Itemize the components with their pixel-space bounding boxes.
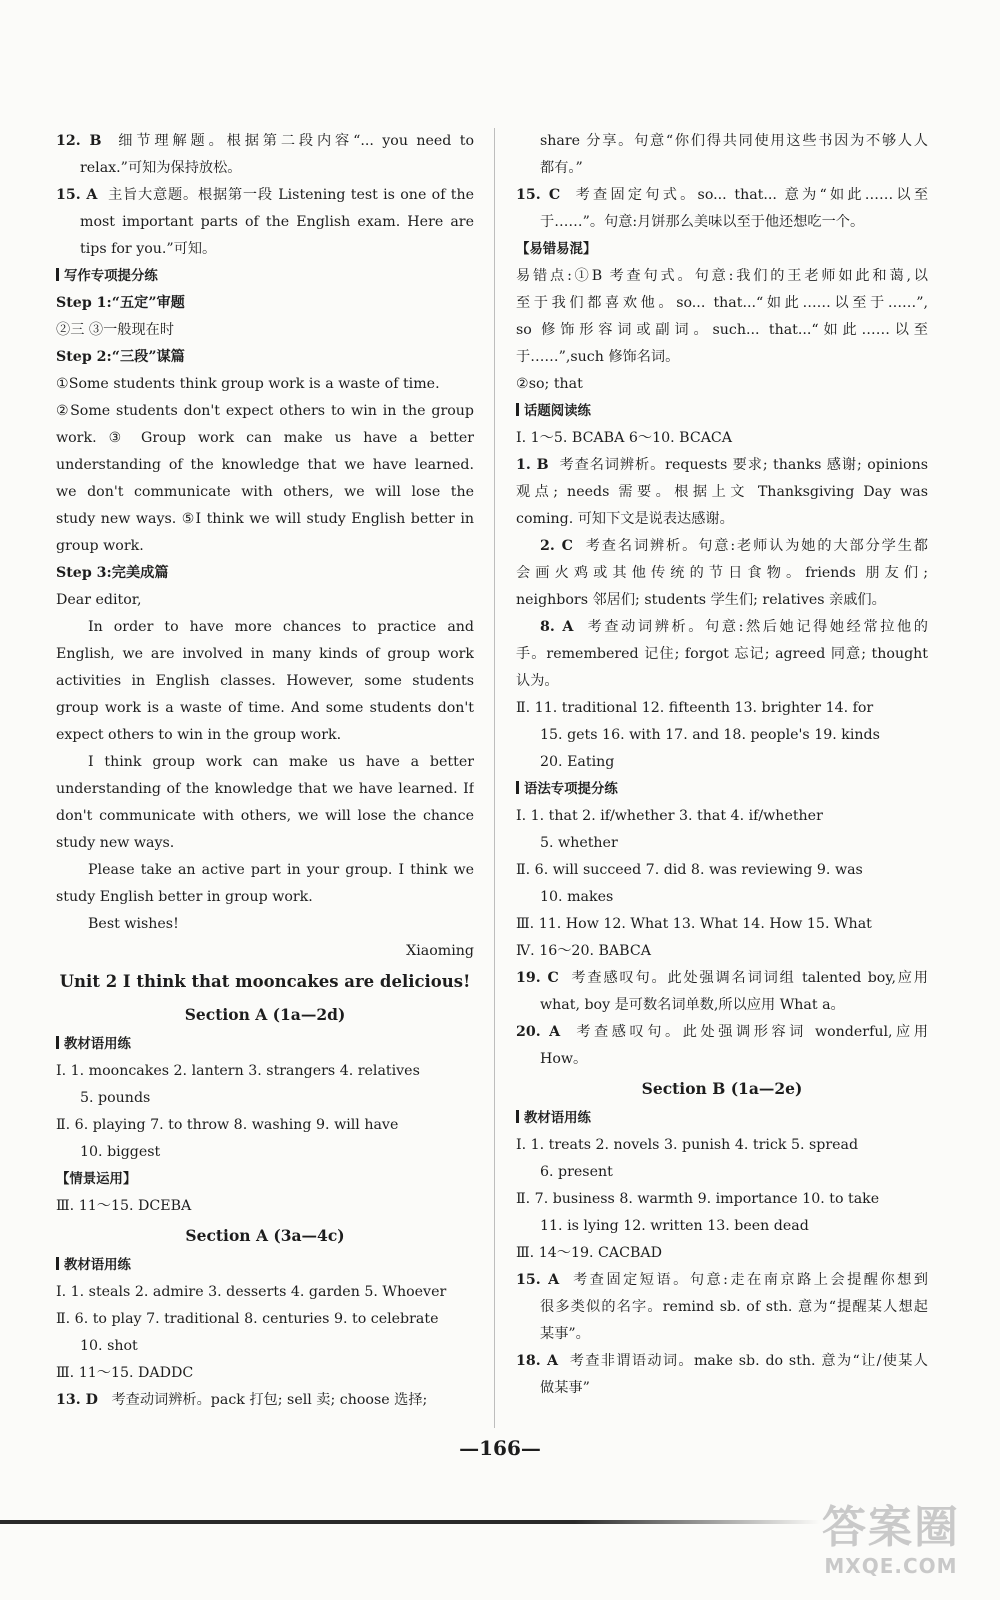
answer-12: 12. B 细节理解题。根据第二段内容“... you need to [56,133,474,149]
answer-t1-cont: coming. 可知下文是说表达感谢。 [516,511,734,527]
letter-line: English, we are involved in many kinds of group work [56,646,474,662]
letter-signature: Xiaoming [406,943,474,959]
answer-g19: 19. C 考查感叹句。此处强调名词词组 talented boy,应用 [516,970,928,986]
answer-row: Ⅲ. 11～15. DADDC [56,1365,194,1381]
section-title: Section A (1a—2d) [184,1005,346,1024]
answer-g19-cont: what, boy 是可数名词单数,所以应用 What a。 [540,997,845,1013]
answer-g20-cont: How。 [540,1051,588,1067]
section-tag-grammar: 语法专项提分练 [516,776,928,803]
step-1-heading: Step 1:“五定”审题 [56,295,185,311]
answer-13-cont: share 分享。句意“你们得共同使用这些书因为不够人人 [540,133,928,149]
step-2-line: ①Some students think group work is a waste of time. [56,376,440,392]
letter-closing: Best wishes! [88,916,179,932]
letter-line: Please take an active part in your group. I think we [88,862,474,878]
answer-row: 15. gets 16. with 17. and 18. people's 19. kinds [540,727,880,743]
letter-line: study new ways. [56,835,175,851]
error-point-line: 至于我们都喜欢他。so... that...“如此……以至于……”, [516,295,928,311]
answer-row: Ⅲ. 11～15. DCEBA [56,1198,192,1214]
answer-t2-cont: 会画火鸡或其他传统的节日食物。friends 朋友们; [516,565,928,581]
step-2-line: study new ways. ⑤I think we will study English better in [56,511,474,527]
answer-row: 20. Eating [540,754,615,770]
watermark-url: MXQE.COM [824,1554,958,1578]
answer-b15-cont: 某事”。 [540,1326,590,1342]
answer-15c: 15. C 考查固定句式。so... that... 意为“如此……以至 [516,187,928,203]
section-title: Section A (3a—4c) [185,1226,345,1245]
step-2-line: ②Some students don't expect others to win in the group [56,403,474,419]
answer-row: Ⅰ. 1. that 2. if/whether 3. that 4. if/whether [516,808,823,824]
answer-15-cont: most important parts of the English exam. Here are [80,214,474,230]
answer-row: Ⅳ. 16～20. BABCA [516,943,651,959]
page-number: — 166 — [0,1436,1000,1460]
answer-t2: 2. C 考查名词辨析。句意:老师认为她的大部分学生都 [540,538,928,554]
answer-13: 13. D 考查动词辨析。pack 打包; sell 卖; choose 选择; [56,1392,428,1408]
answer-row: Ⅲ. 11. How 12. What 13. What 14. How 15. What [516,916,872,932]
letter-line: activities in English classes. However, some students [56,673,474,689]
answer-13-cont: 都有。” [540,160,583,176]
section-tag-textbook: 教材语用练 [516,1105,928,1132]
letter-line: understanding of the knowledge that we have learned. If [56,781,474,797]
answer-row: Ⅰ. 1. steals 2. admire 3. desserts 4. garden 5. Whoever [56,1284,447,1300]
answer-t1: 1. B 考查名词辨析。requests 要求; thanks 感谢; opinions [516,457,928,473]
error-point-line: so 修饰形容词或副词。such... that...“如此……以至 [516,322,928,338]
section-tag-textbook: 教材语用练 [56,1252,474,1279]
answer-15: 15. A 主旨大意题。根据第一段 Listening test is one of the [56,187,474,203]
section-tag-topic-reading: 话题阅读练 [516,398,928,425]
answer-g20: 20. A 考查感叹句。此处强调形容词 wonderful,应用 [516,1024,928,1040]
answer-row: Ⅰ. 1. mooncakes 2. lantern 3. strangers 4. relatives [56,1063,420,1079]
answer-12-cont: relax.”可知为保持放松。 [80,160,242,176]
answer-row: 10. makes [540,889,614,905]
answer-t8-cont: 手。remembered 记住; forgot 忘记; agreed 同意; thought [516,646,928,662]
error-point-line: 于……”,such 修饰名词。 [516,349,680,365]
step-3-heading: Step 3:完美成篇 [56,565,169,581]
answer-row: 10. biggest [80,1144,161,1160]
answer-row: 6. present [540,1164,613,1180]
letter-greeting: Dear editor, [56,592,142,608]
section-tag-textbook: 教材语用练 [56,1031,474,1058]
left-column [56,128,474,1414]
answer-15c-cont: 于……”。句意:月饼那么美味以至于他还想吃一个。 [540,214,865,230]
error-point-line: 易错点:①B 考查句式。句意:我们的王老师如此和蔼,以 [516,268,928,284]
answer-t8: 8. A 考查动词辨析。句意:然后她记得她经常拉他的 [540,619,928,635]
column-divider [494,128,495,1428]
letter-line: expect others to win in the group work. [56,727,342,743]
section-tag-writing: 写作专项提分练 [56,263,474,290]
watermark-logo-text: 答案圈 [822,1502,960,1553]
bracket-tag-scene: 【情景运用】 [56,1172,137,1187]
bracket-tag-confuse: 【易错易混】 [516,242,597,257]
answer-b18: 18. A 考查非谓语动词。make sb. do sth. 意为“让/使某人 [516,1353,928,1369]
watermark-logo [806,1504,976,1592]
letter-line: In order to have more chances to practice and [88,619,474,635]
section-title: Section B (1a—2e) [641,1079,803,1098]
letter-line: don't communicate with others, we will lose the chance [56,808,474,824]
answer-b15-cont: 很多类似的名字。remind sb. of sth. 意为“提醒某人想起 [540,1299,928,1315]
letter-line: I think group work can make us have a better [88,754,474,770]
letter-line: group work is a waste of time. And some students don't [56,700,474,716]
error-point-line: ②so; that [516,376,583,392]
answer-row: Ⅱ. 6. will succeed 7. did 8. was reviewing 9. was [516,862,863,878]
answer-b15: 15. A 考查固定短语。句意:走在南京路上会提醒你想到 [516,1272,928,1288]
answer-15-cont: tips for you.”可知。 [80,241,217,257]
answer-row: 5. pounds [80,1090,151,1106]
answer-row: Ⅱ. 7. business 8. warmth 9. importance 10. to take [516,1191,880,1207]
answer-row: 11. is lying 12. written 13. been dead [540,1218,809,1234]
step-2-heading: Step 2:“三段”谋篇 [56,349,185,365]
answer-row: Ⅰ. 1. treats 2. novels 3. punish 4. trick 5. spread [516,1137,859,1153]
unit-title: Unit 2 I think that mooncakes are delicious! [59,972,471,991]
answer-t8-cont: 认为。 [516,673,559,689]
answer-row: Ⅰ. 1～5. BCABA 6～10. BCACA [516,430,733,446]
letter-line: study English better in group work. [56,889,313,905]
step-2-line: we don't communicate with others, we will lose the [56,484,474,500]
step-2-line: understanding of the knowledge that we have learned. [56,457,474,473]
step-2-line: work. ③ Group work can make us have a better [56,430,474,446]
answer-t2-cont: neighbors 邻居们; students 学生们; relatives 亲戚们。 [516,592,886,608]
right-column [516,128,928,1402]
answer-row: Ⅱ. 11. traditional 12. fifteenth 13. brighter 14. for [516,700,874,716]
answer-row: 5. whether [540,835,618,851]
answer-row: Ⅱ. 6. to play 7. traditional 8. centuries 9. to celebrate [56,1311,439,1327]
answer-row: 10. shot [80,1338,138,1354]
step-1-answer: ②三 ③一般现在时 [56,322,175,338]
answer-row: Ⅱ. 6. playing 7. to throw 8. washing 9. will have [56,1117,399,1133]
step-2-line: group work. [56,538,144,554]
answer-row: Ⅲ. 14～19. CACBAD [516,1245,663,1261]
footer-rule [0,1520,820,1524]
answer-t1-cont: 观点; needs 需要。根据上文 Thanksgiving Day was [516,484,928,500]
answer-b18-cont: 做某事” [540,1380,590,1396]
